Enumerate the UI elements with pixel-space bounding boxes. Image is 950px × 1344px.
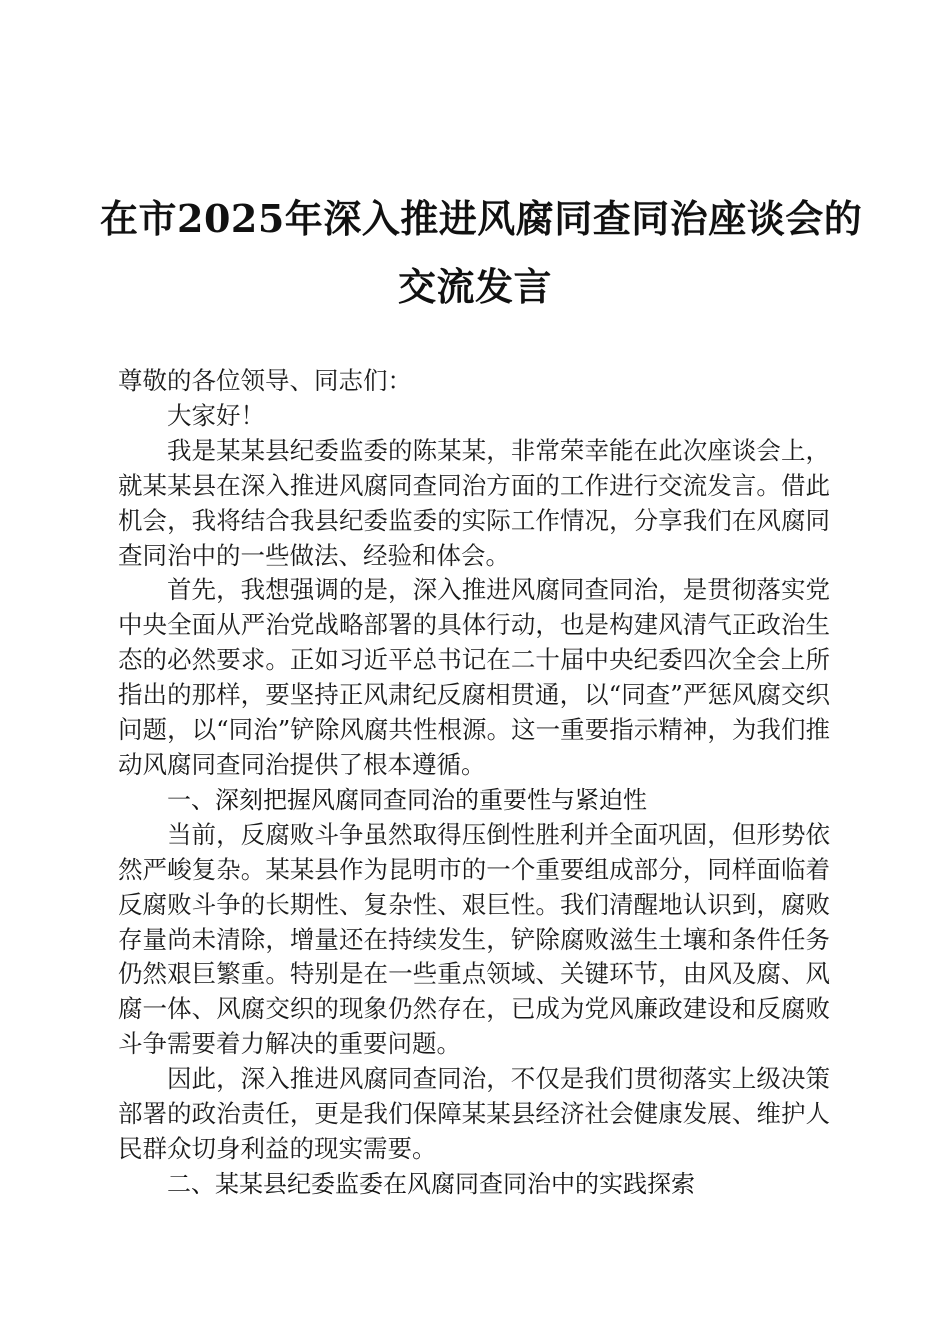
document-body <box>118 364 830 1202</box>
section1-paragraph-conclusion: 因此，深入推进风腐同查同治，不仅是我们贯彻落实上级决策部署的政治责任，更是我们保障某某县经济社会健康发展、维护人民群众切身利益的现实需要。 <box>118 1064 830 1163</box>
section-heading-2: 二、某某县纪委监委在风腐同查同治中的实践探索 <box>167 1169 695 1198</box>
paragraph-emphasis: 首先，我想强调的是，深入推进风腐同查同治，是贯彻落实党中央全面从严治党战略部署的具体行动，也是构建风清气正政治生态的必然要求。正如习近平总书记在二十届中央纪委四次全会上所指出的那样，要坚持正风肃纪反腐相贯通，以“同查”严惩风腐交织问题，以“同治”铲除风腐共性根源。这一重要指示精神，为我们推动风腐同查同治提供了根本遵循。 <box>118 575 830 779</box>
paragraph-intro: 我是某某县纪委监委的陈某某，非常荣幸能在此次座谈会上，就某某县在深入推进风腐同查同治方面的工作进行交流发言。借此机会，我将结合我县纪委监委的实际工作情况，分享我们在风腐同查同治中的一些做法、经验和体会。 <box>118 435 830 570</box>
section1-paragraph-situation: 当前，反腐败斗争虽然取得压倒性胜利并全面巩固，但形势依然严峻复杂。某某县作为昆明市的一个重要组成部分，同样面临着反腐败斗争的长期性、复杂性、艰巨性。我们清醒地认识到，腐败存量尚未清除，增量还在持续发生，铲除腐败滋生土壤和条件任务仍然艰巨繁重。特别是在一些重点领域、关键环节，由风及腐、风腐一体、风腐交织的现象仍然存在，已成为党风廉政建设和反腐败斗争需要着力解决的重要问题。 <box>118 819 830 1059</box>
section-heading-1: 一、深刻把握风腐同查同治的重要性与紧迫性 <box>167 785 647 814</box>
document-title-line-2: 交流发言 <box>397 264 552 309</box>
document-title-line-1: 在市2025年深入推进风腐同查同治座谈会的 <box>100 196 863 241</box>
greeting: 大家好！ <box>167 400 265 430</box>
salutation: 尊敬的各位领导、同志们： <box>118 366 412 395</box>
